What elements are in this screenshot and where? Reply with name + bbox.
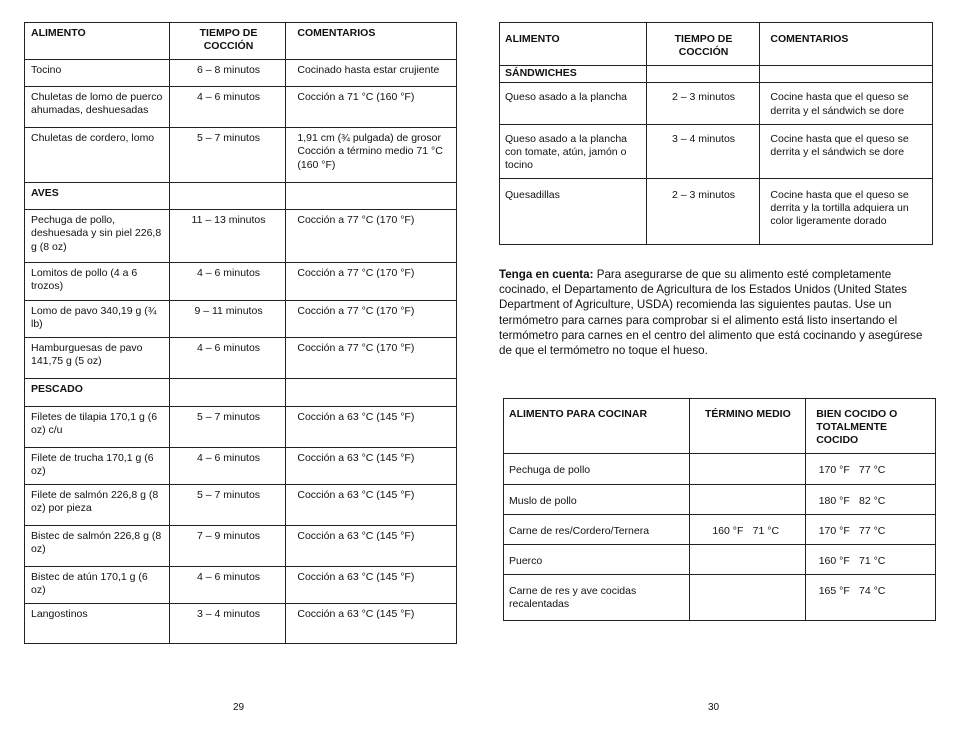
- section-row: [25, 378, 457, 406]
- food-cell: Carne de res y ave cocidas recalentadas: [509, 584, 637, 610]
- time-cell: 2 – 3 minutos: [646, 179, 760, 245]
- table-header-row: [504, 399, 936, 454]
- food-cell: Carne de res/Cordero/Ternera: [504, 514, 690, 544]
- table-row: [25, 604, 457, 644]
- time-cell: 5 – 7 minutos: [169, 128, 286, 183]
- table-row: [25, 128, 457, 183]
- food-cell: Queso asado a la plancha: [500, 83, 647, 124]
- well-c: 82 °C: [859, 494, 886, 507]
- comment-cell: Cocción a 77 °C (170 °F): [286, 300, 457, 337]
- header-food: ALIMENTO: [25, 23, 170, 60]
- food-cell: Filete de trucha 170,1 g (6 oz): [25, 447, 170, 484]
- time-cell: 6 – 8 minutos: [169, 60, 286, 87]
- food-cell: Tocino: [25, 60, 170, 87]
- time-cell: 3 – 4 minutos: [169, 604, 286, 644]
- food-cell: Quesadillas: [500, 179, 647, 245]
- food-cell: Langostinos: [31, 608, 88, 621]
- well-f: 165 °F: [818, 584, 850, 597]
- food-cell: Filetes de tilapia 170,1 g (6 oz) c/u: [25, 406, 170, 447]
- table-row: [504, 574, 936, 620]
- note-label: Tenga en cuenta:: [499, 268, 594, 281]
- header-medium: TÉRMINO MEDIO: [689, 399, 806, 454]
- time-cell: 5 – 7 minutos: [169, 485, 286, 526]
- table-row: [504, 454, 936, 484]
- time-cell: 4 – 6 minutos: [169, 337, 286, 378]
- table-row: [504, 484, 936, 514]
- comment-cell: Cocción a 77 °C (170 °F): [286, 337, 457, 378]
- table-row: [25, 300, 457, 337]
- comment-cell: Cocción a 77 °C (170 °F): [286, 263, 457, 300]
- medium-f: 160 °F: [712, 524, 744, 537]
- page-number-right: 30: [708, 702, 720, 713]
- comment-cell: Cocine hasta que el queso se derrita y el sándwich se dore: [760, 83, 933, 124]
- header-time: TIEMPO DE COCCIÓN: [646, 23, 760, 66]
- time-cell: 4 – 6 minutos: [169, 447, 286, 484]
- header-well-done: BIEN COCIDO O TOTALMENTE COCIDO: [806, 399, 936, 454]
- section-label: SÁNDWICHES: [500, 66, 647, 83]
- food-cell: Filete de salmón 226,8 g (8 oz) por pieza: [25, 485, 170, 526]
- table-row: [500, 83, 933, 124]
- medium-c: 71 °C: [752, 524, 780, 537]
- food-cell: Lomitos de pollo (4 a 6 trozos): [25, 263, 170, 300]
- food-cell: Puerco: [504, 544, 690, 574]
- food-cell: Pechuga de pollo, deshuesada y sin piel 226,8 g (8 oz): [25, 210, 170, 263]
- time-cell: 2 – 3 minutos: [646, 83, 760, 124]
- comment-cell: Cocción a 63 °C (145 °F): [286, 447, 457, 484]
- comment-cell: Cocción a 71 °C (160 °F): [286, 87, 457, 128]
- internal-temperature-table: [503, 398, 936, 621]
- time-cell: 4 – 6 minutos: [169, 263, 286, 300]
- note-text: Para asegurarse de que su alimento esté completamente cocinado, el Departamento de Agricultura de los Estados Unidos (United States Department of Agriculture, USDA) recomienda las siguientes pautas. Use un termómetro para carnes para comprobar si el alimento está listo insertando el termómetro para carnes en el centro del alimento que está cocinando y asegúrese de que el termómetro no toque el hueso.: [499, 268, 923, 358]
- table-row: [25, 567, 457, 604]
- table-row: [504, 514, 936, 544]
- comment-cell: Cocción a 63 °C (145 °F): [286, 485, 457, 526]
- table-row: [504, 544, 936, 574]
- usda-note: [499, 267, 931, 358]
- food-cell: Hamburguesas de pavo 141,75 g (5 oz): [25, 337, 170, 378]
- time-cell: 5 – 7 minutos: [169, 406, 286, 447]
- well-c: 74 °C: [859, 584, 886, 597]
- comment-cell: Cocine hasta que el queso se derrita y la tortilla adquiera un color ligeramente dorado: [760, 179, 933, 245]
- food-cell: Lomo de pavo 340,19 g (¾ lb): [25, 300, 170, 337]
- comment-cell: Cocine hasta que el queso se derrita y el sándwich se dore: [760, 124, 933, 178]
- section-label: AVES: [25, 183, 170, 210]
- table-header-row: [500, 23, 933, 66]
- comment-cell: Cocción a 77 °C (170 °F): [286, 210, 457, 263]
- table-row: [25, 485, 457, 526]
- section-row: [25, 183, 457, 210]
- well-f: 170 °F: [818, 464, 850, 477]
- section-row: [500, 66, 933, 83]
- table-row: [25, 263, 457, 300]
- food-cell: Queso asado a la plancha con tomate, atún, jamón o tocino: [500, 124, 647, 178]
- comment-cell: Cocción a 63 °C (145 °F): [286, 406, 457, 447]
- food-cell: Chuletas de cordero, lomo: [25, 128, 170, 183]
- food-cell: Pechuga de pollo: [504, 454, 690, 484]
- table-row: [25, 447, 457, 484]
- time-cell: 4 – 6 minutos: [169, 567, 286, 604]
- comment-cell: Cocción a 63 °C (145 °F): [286, 526, 457, 567]
- cooking-times-table-right: [499, 22, 933, 245]
- header-food: ALIMENTO: [500, 23, 647, 66]
- table-row: [500, 124, 933, 178]
- header-time: TIEMPO DE COCCIÓN: [169, 23, 286, 60]
- time-cell: 7 – 9 minutos: [169, 526, 286, 567]
- table-header-row: [25, 23, 457, 60]
- table-row: [25, 337, 457, 378]
- table-row: [25, 526, 457, 567]
- table-row: [25, 60, 457, 87]
- header-comments: COMENTARIOS: [286, 23, 457, 60]
- table-row: [25, 406, 457, 447]
- header-comments: COMENTARIOS: [760, 23, 933, 66]
- header-food: ALIMENTO PARA COCINAR: [504, 399, 690, 454]
- food-cell: Chuletas de lomo de puerco ahumadas, deshuesadas: [25, 87, 170, 128]
- page-number-left: 29: [233, 702, 245, 713]
- cooking-times-table-left: [24, 22, 457, 644]
- food-cell: Bistec de salmón 226,8 g (8 oz): [25, 526, 170, 567]
- food-cell: Muslo de pollo: [504, 484, 690, 514]
- table-row: [25, 210, 457, 263]
- table-row: [25, 87, 457, 128]
- comment-cell: Cocción a 63 °C (145 °F): [286, 604, 457, 644]
- time-cell: 11 – 13 minutos: [169, 210, 286, 263]
- well-c: 77 °C: [859, 464, 886, 477]
- time-cell: 4 – 6 minutos: [169, 87, 286, 128]
- comment-cell: Cocción a 63 °C (145 °F): [286, 567, 457, 604]
- table-row: [500, 179, 933, 245]
- section-label: PESCADO: [25, 378, 170, 406]
- time-cell: 9 – 11 minutos: [169, 300, 286, 337]
- well-c: 71 °C: [859, 554, 886, 567]
- well-f: 170 °F: [818, 524, 850, 537]
- time-cell: 3 – 4 minutos: [646, 124, 760, 178]
- well-c: 77 °C: [859, 524, 886, 537]
- food-cell: Bistec de atún 170,1 g (6 oz): [25, 567, 170, 604]
- well-f: 160 °F: [818, 554, 850, 567]
- well-f: 180 °F: [818, 494, 850, 507]
- comment-cell: Cocinado hasta estar crujiente: [286, 60, 457, 87]
- comment-cell: 1,91 cm (¾ pulgada) de grosor Cocción a término medio 71 °C (160 °F): [286, 128, 457, 183]
